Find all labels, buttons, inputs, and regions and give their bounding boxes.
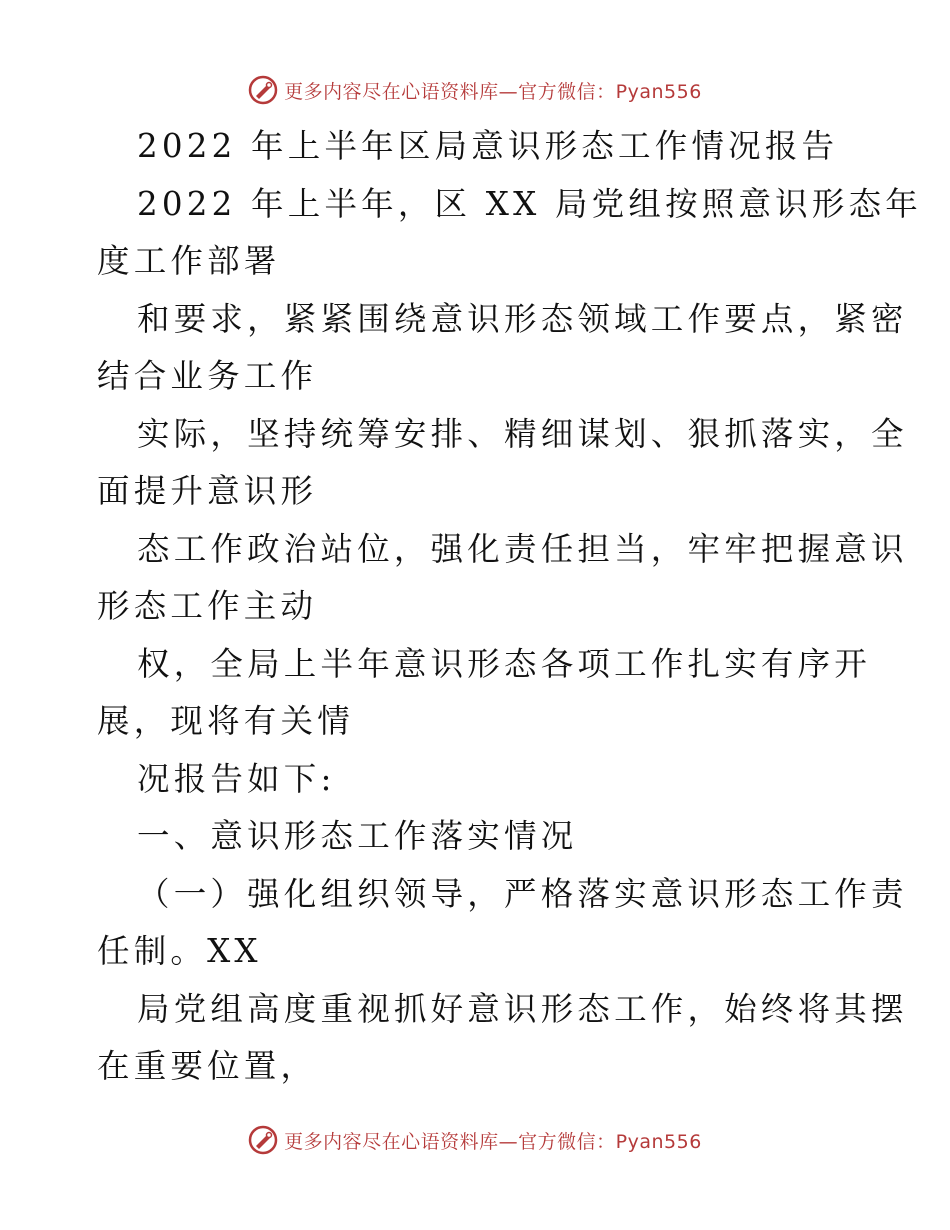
header-watermark-banner <box>0 70 950 110</box>
subsection-heading: （一）强化组织领导，严格落实意识形态工作责 <box>137 874 908 913</box>
watermark-text: 更多内容尽在心语资料库—官方微信：Pyan556 <box>284 1130 702 1153</box>
text-line: 权，全局上半年意识形态各项工作扎实有序开 <box>137 644 872 683</box>
text-line: 任制。XX <box>97 932 262 970</box>
brand-logo-icon <box>248 1125 278 1155</box>
text-line: 面提升意识形 <box>97 472 318 510</box>
watermark-text: 更多内容尽在心语资料库—官方微信：Pyan556 <box>284 80 702 103</box>
text-line: 2022 年上半年，区 XX 局党组按照意识形态年 <box>137 184 922 223</box>
text-line: 态工作政治站位，强化责任担当，牢牢把握意识 <box>137 529 908 568</box>
brand-logo-icon <box>248 75 278 105</box>
text-line: 形态工作主动 <box>97 587 318 625</box>
text-line: 2022 年上半年区局意识形态工作情况报告 <box>137 127 839 165</box>
text-line: 况报告如下: <box>137 759 336 798</box>
text-line: 实际，坚持统筹安排、精细谋划、狠抓落实，全 <box>137 414 908 453</box>
section-heading: 一、意识形态工作落实情况 <box>137 817 578 855</box>
footer-watermark-banner <box>0 1120 950 1160</box>
text-line: 展，现将有关情 <box>97 702 354 740</box>
text-line: 在重要位置， <box>97 1047 318 1085</box>
document-body <box>97 118 922 1096</box>
text-line: 和要求，紧紧围绕意识形态领域工作要点，紧密 <box>137 299 908 338</box>
text-line: 结合业务工作 <box>97 357 318 395</box>
text-line: 度工作部署 <box>97 242 281 280</box>
text-line: 局党组高度重视抓好意识形态工作，始终将其摆 <box>137 989 908 1028</box>
